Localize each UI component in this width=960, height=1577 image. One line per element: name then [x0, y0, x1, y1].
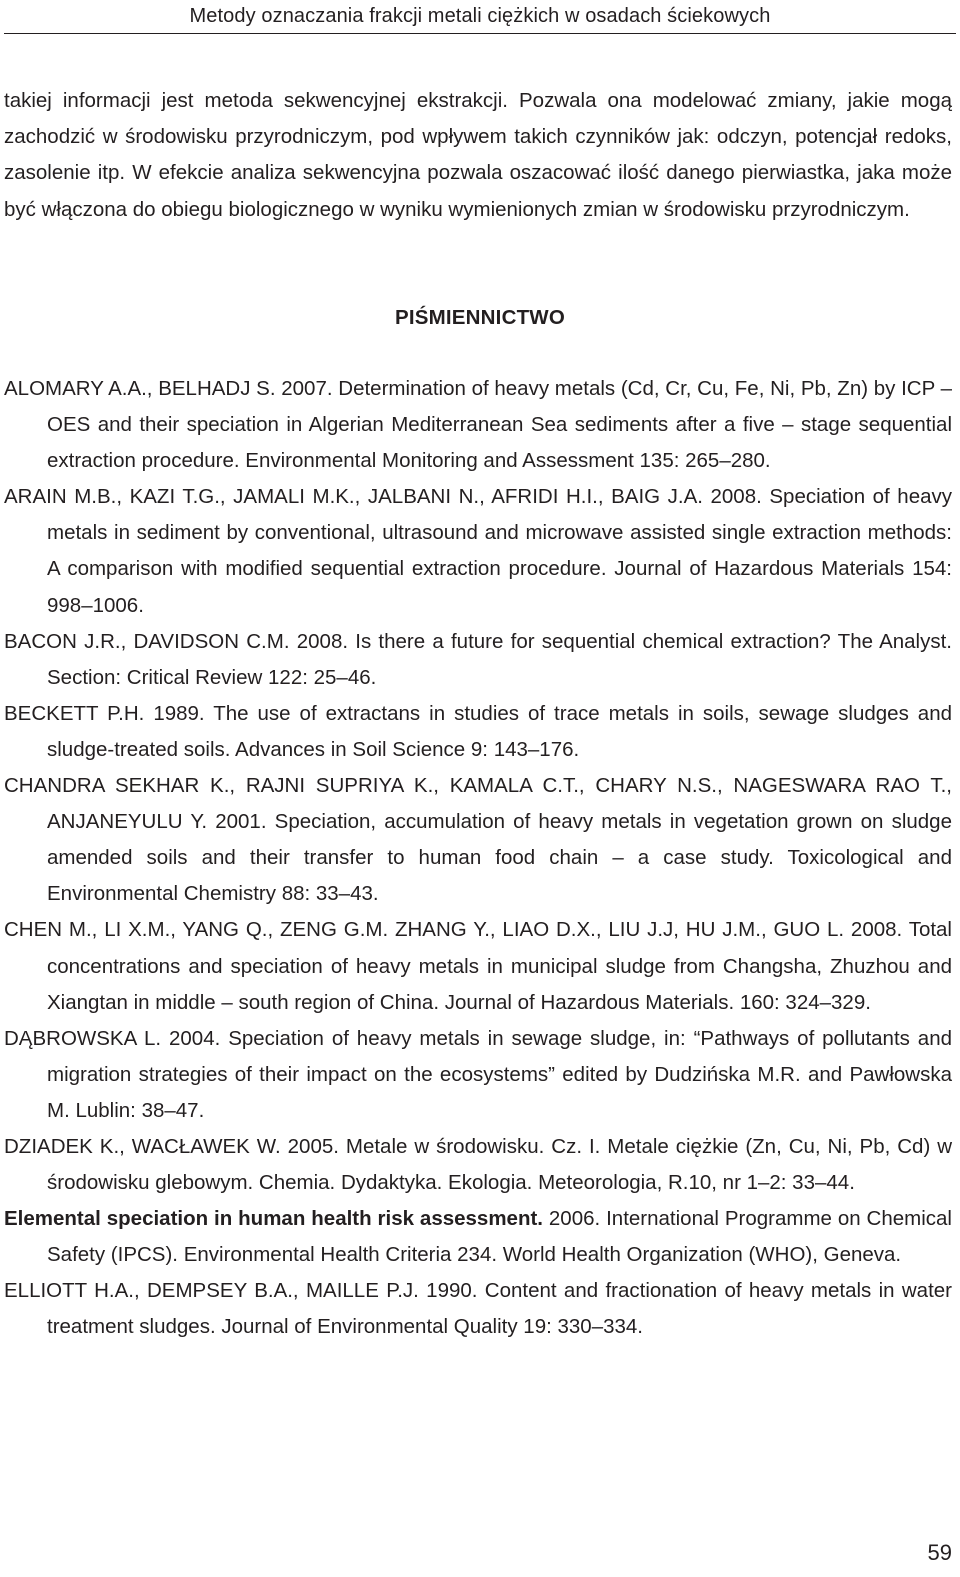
- references-heading: PIŚMIENNICTWO: [394, 306, 565, 329]
- reference-entry: [4, 371, 952, 479]
- reference-authors: DZIADEK K., WACŁAWEK W. 2005.: [4, 1134, 339, 1158]
- reference-text: 2006. International Programme on Chemical Safety (IPCS). Environmental Health Criteria 234. World Health Organization (WHO), Geneva.: [47, 1207, 952, 1267]
- reference-entry: [4, 1129, 952, 1201]
- reference-entry: [4, 1273, 952, 1345]
- page-number: 59: [927, 1540, 952, 1565]
- reference-authors: CHANDRA SEKHAR K., RAJNI SUPRIYA K., KAMALA C.T., CHARY N.S., NAGESWARA RAO T., ANJANEYULU Y. 2001.: [4, 774, 952, 834]
- reference-authors: Elemental speciation in human health risk assessment.: [4, 1207, 543, 1231]
- reference-entry: [4, 1201, 952, 1273]
- reference-entry: [4, 768, 952, 912]
- reference-text: Speciation of heavy metals in sediment by conventional, ultrasound and microwave assisted single extraction methods: A comparison with modified sequential extraction procedure. Journal of Hazardous Materials 154: 998–1006.: [47, 485, 952, 617]
- reference-authors: ELLIOTT H.A., DEMPSEY B.A., MAILLE P.J. 1990.: [4, 1279, 478, 1303]
- reference-entry: [4, 696, 952, 768]
- reference-authors: DĄBROWSKA L. 2004.: [4, 1026, 221, 1050]
- reference-authors: BECKETT P.H. 1989.: [4, 701, 205, 725]
- reference-entry: [4, 912, 952, 1020]
- reference-authors: ALOMARY A.A., BELHADJ S. 2007.: [4, 377, 333, 400]
- reference-text: Metale w środowisku. Cz. I. Metale ciężkie (Zn, Cu, Ni, Pb, Cd) w środowisku glebowym. Chemia. Dydaktyka. Ekologia. Meteorologia, R.10, nr 1–2: 33–44.: [47, 1134, 953, 1195]
- reference-text: Determination of heavy metals (Cd, Cr, Cu, Fe, Ni, Pb, Zn) by ICP – OES and their speciation in Algerian Mediterranean Sea sediments after a five – stage sequential extraction procedure. Environmental Monitoring and Assessment 135: 265–280.: [47, 377, 953, 473]
- reference-list: [4, 371, 952, 1346]
- reference-entry: [4, 1021, 952, 1129]
- reference-text: Speciation, accumulation of heavy metals in vegetation grown on sludge amended soils and their transfer to human food chain – a case study. Toxicological and Environmental Chemistry 88: 33–43.: [47, 810, 952, 906]
- reference-text: Total concentrations and speciation of heavy metals in municipal sludge from Changsha, Zhuzhou and Xiangtan in middle – south region of China. Journal of Hazardous Materials. 160: 324–329.: [47, 918, 952, 1014]
- running-header: Metody oznaczania frakcji metali ciężkich w osadach ściekowych: [189, 5, 771, 27]
- reference-entry: [4, 624, 952, 696]
- reference-text: Speciation of heavy metals in sewage sludge, in: “Pathways of pollutants and migration strategies of their impact on the ecosystems” edited by Dudzińska M.R. and Pawłowska M. Lublin: 38–47.: [47, 1026, 952, 1122]
- body-paragraph: takiej informacji jest metoda sekwencyjnej ekstrakcji. Pozwala ona modelować zmiany, jakie mogą zachodzić w środowisku przyrodniczym, pod wpływem takich czynników jak: odczyn, potencjał redoks, zasolenie itp. W efekcie analiza sekwencyjna pozwala oszacować ilość danego pierwiastka, jaka może być włączona do obiegu biologicznego w wyniku wymienionych zmian w środowisku przyrodniczym.: [4, 89, 952, 221]
- reference-entry: [4, 479, 952, 623]
- header-rule: [4, 33, 956, 34]
- reference-authors: BACON J.R., DAVIDSON C.M. 2008.: [4, 629, 349, 653]
- reference-text: Is there a future for sequential chemical extraction? The Analyst. Section: Critical Review 122: 25–46.: [47, 629, 953, 689]
- reference-text: The use of extractans in studies of trace metals in soils, sewage sludges and sludge-treated soils. Advances in Soil Science 9: 143–176.: [47, 701, 952, 761]
- reference-authors: ARAIN M.B., KAZI T.G., JAMALI M.K., JALBANI N., AFRIDI H.I., BAIG J.A. 2008.: [4, 485, 762, 509]
- reference-authors: CHEN M., LI X.M., YANG Q., ZENG G.M. ZHANG Y., LIAO D.X., LIU J.J, HU J.M., GUO L. 2008.: [4, 918, 903, 942]
- reference-text: Content and fractionation of heavy metals in water treatment sludges. Journal of Environmental Quality 19: 330–334.: [47, 1279, 952, 1339]
